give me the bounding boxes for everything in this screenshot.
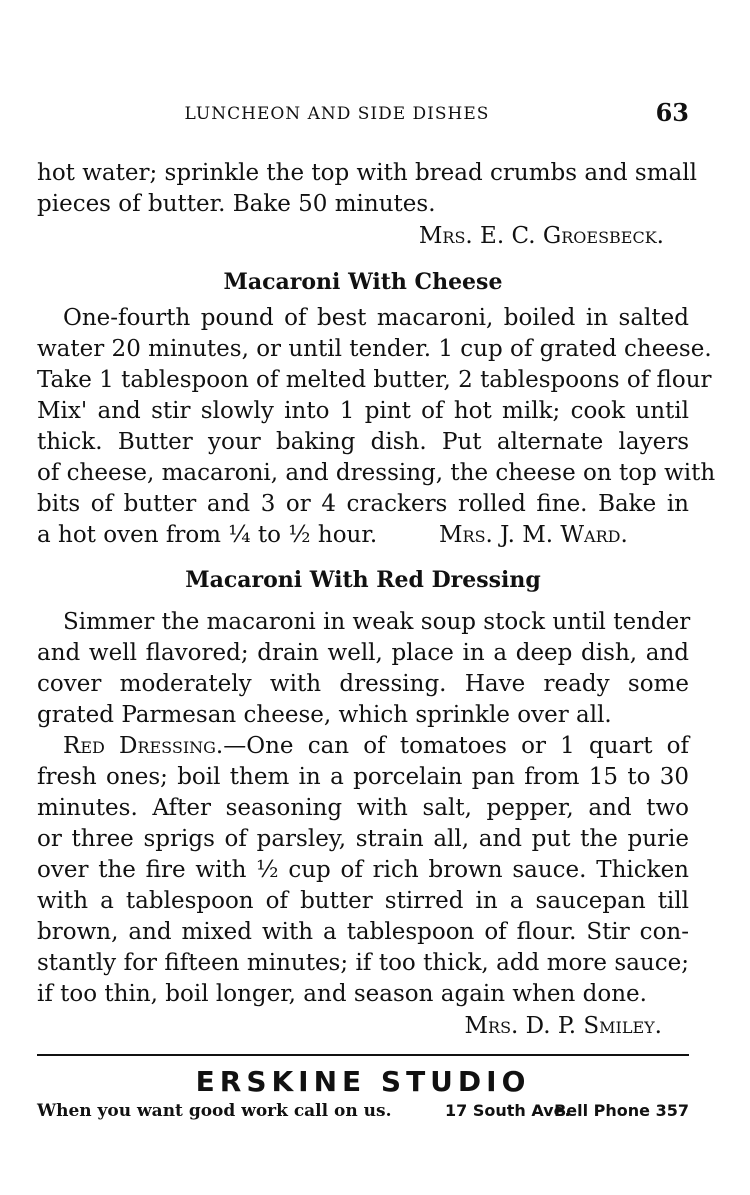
recipe-title-macaroni-red-dressing: Macaroni With Red Dressing — [185, 567, 541, 593]
intro-author: Mrs. E. C. Groesbeck. — [418, 223, 664, 249]
recipe1-line-3: Take 1 tablespoon of melted butter, 2 tablespoons of flour — [37, 367, 712, 393]
red-dressing-first-line — [37, 731, 689, 762]
recipe1-line-8: a hot oven from ¼ to ½ hour. — [37, 522, 378, 548]
red-dressing-line-3: minutes. After seasoning with salt, pepper, and two — [37, 795, 689, 821]
running-head: LUNCHEON AND SIDE DISHES — [184, 104, 490, 124]
red-dressing-line-4: or three sprigs of parsley, strain all, and put the purie — [37, 826, 689, 852]
intro-line-2: pieces of butter. Bake 50 minutes. — [37, 191, 436, 217]
ad-title: ERSKINE STUDIO — [195, 1065, 531, 1098]
ad-address: 17 South Ave. — [445, 1101, 571, 1120]
recipe1-line-4: Mix' and stir slowly into 1 pint of hot milk; cook until — [37, 398, 689, 424]
recipe2-author: Mrs. D. P. Smiley. — [464, 1013, 662, 1039]
recipe1-last-line — [37, 520, 689, 551]
red-dressing-line-6: with a tablespoon of butter stirred in a saucepan till — [37, 888, 689, 914]
recipe2-line-3: cover moderately with dressing. Have ready some — [37, 671, 689, 697]
page-header — [37, 98, 689, 128]
recipe1-line-7: bits of butter and 3 or 4 crackers rolled fine. Bake in — [37, 491, 689, 517]
recipe-title-macaroni-cheese: Macaroni With Cheese — [223, 269, 503, 295]
recipe2-line-1: Simmer the macaroni in weak soup stock until tender — [63, 609, 691, 635]
page-number: 63 — [655, 98, 689, 127]
red-dressing-line-1: —One can of tomatoes or 1 quart of — [223, 733, 689, 759]
intro-line-1: hot water; sprinkle the top with bread crumbs and small — [37, 160, 697, 186]
red-dressing-line-9: if too thin, boil longer, and season again when done. — [37, 981, 647, 1007]
red-dressing-label: Red Dressing. — [63, 733, 224, 759]
recipe2-line-4: grated Parmesan cheese, which sprinkle over all. — [37, 702, 612, 728]
recipe1-line-6: of cheese, macaroni, and dressing, the cheese on top with — [37, 460, 716, 486]
recipe1-line-1: One-fourth pound of best macaroni, boiled in salted — [63, 305, 689, 331]
recipe2-line-2: and well flavored; drain well, place in a deep dish, and — [37, 640, 689, 666]
ad-tagline: When you want good work call on us. — [37, 1101, 392, 1121]
red-dressing-line-5: over the fire with ½ cup of rich brown sauce. Thicken — [37, 857, 689, 883]
red-dressing-line-2: fresh ones; boil them in a porcelain pan from 15 to 30 — [37, 764, 689, 790]
recipe1-author: Mrs. J. M. Ward. — [439, 522, 628, 548]
ad-details — [37, 1098, 689, 1124]
recipe1-line-2: water 20 minutes, or until tender. 1 cup of grated cheese. — [37, 336, 712, 362]
red-dressing-line-8: stantly for fifteen minutes; if too thick, add more sauce; — [37, 950, 689, 976]
red-dressing-line-7: brown, and mixed with a tablespoon of flour. Stir con- — [37, 919, 689, 945]
recipe1-line-5: thick. Butter your baking dish. Put alternate layers — [37, 429, 689, 455]
ad-phone: Bell Phone 357 — [554, 1101, 689, 1120]
footer-rule — [37, 1054, 689, 1056]
